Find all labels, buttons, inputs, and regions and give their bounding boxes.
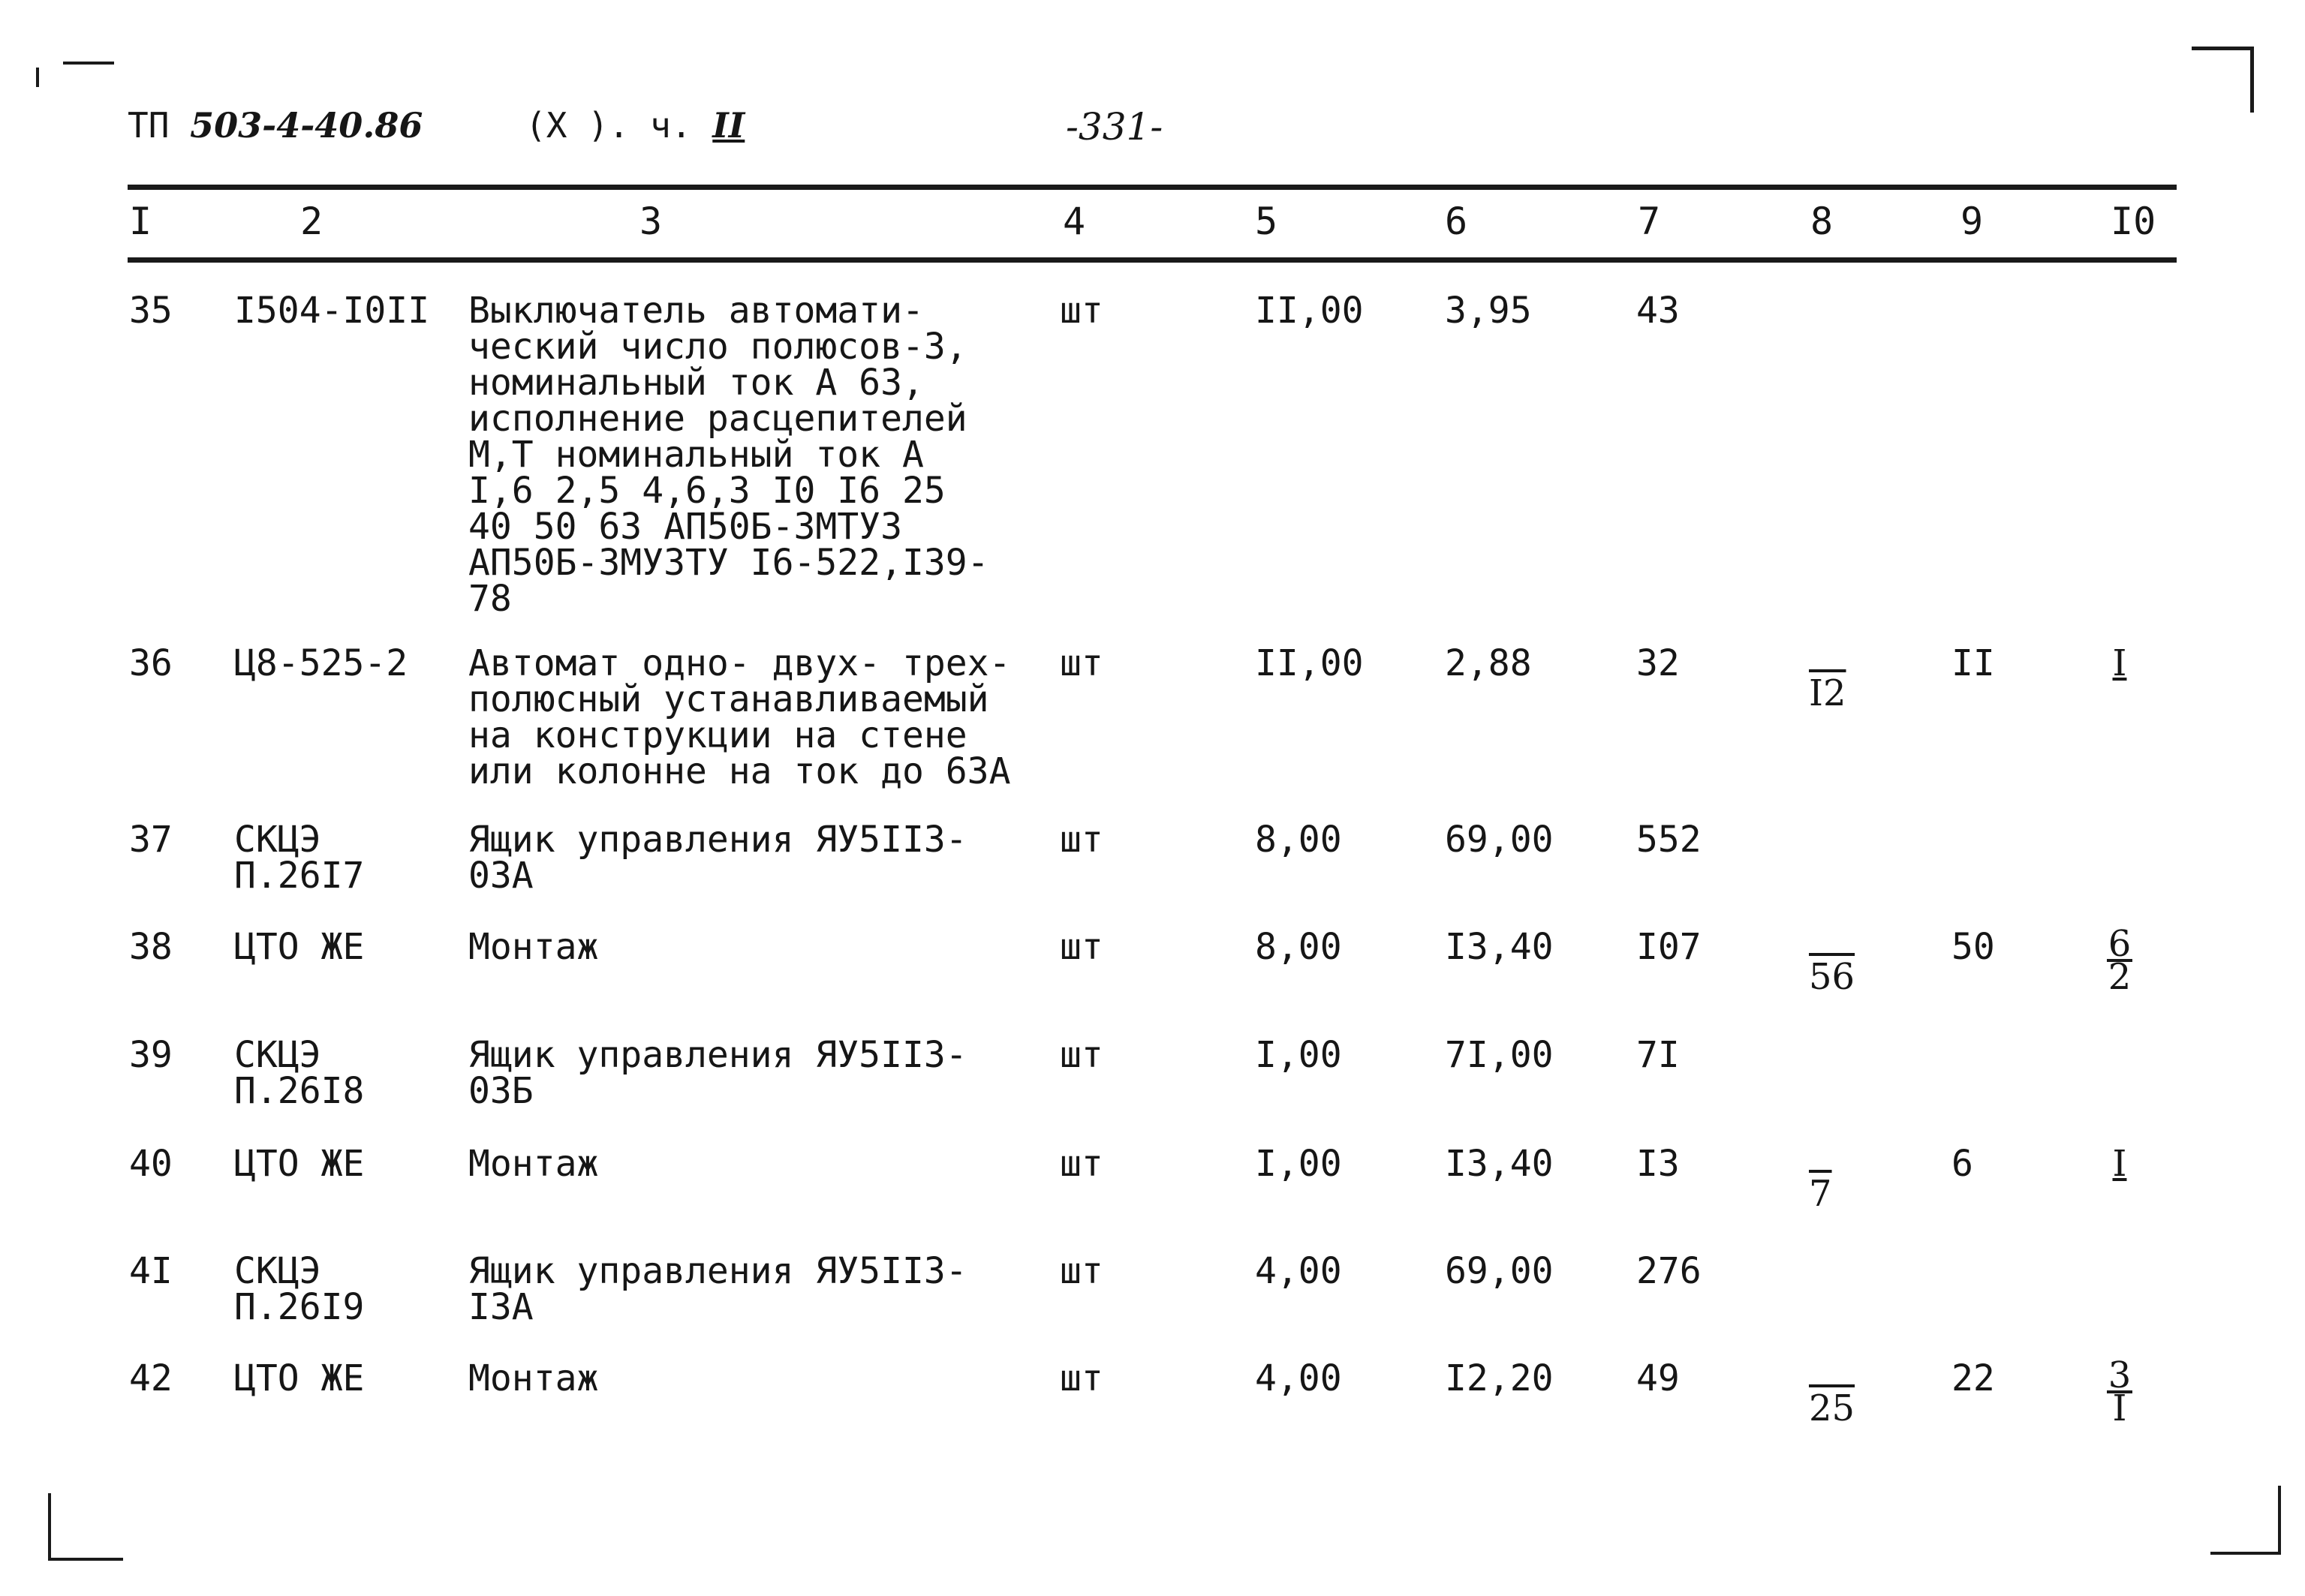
total-cell: 43 <box>1636 290 1680 332</box>
description-cell <box>468 1357 599 1399</box>
description-line: Ящик управления ЯУ5II3- <box>468 1034 967 1076</box>
row-number: 37 <box>129 819 173 861</box>
corner-mark-top-right-v <box>2250 47 2254 113</box>
unit-price-cell: 69,00 <box>1445 1250 1554 1292</box>
doc-number: 503-4-40.86 <box>190 105 423 146</box>
labor-cost-cell <box>1809 1387 1855 1429</box>
description-cell <box>468 1034 967 1112</box>
description-line: I3А <box>468 1286 534 1328</box>
quantity-cell: I,00 <box>1255 1143 1342 1185</box>
code-cell <box>234 926 365 968</box>
quantity-cell: 8,00 <box>1255 819 1342 861</box>
document-code <box>128 105 423 165</box>
unit-price-cell: 7I,00 <box>1445 1034 1554 1076</box>
unit-price-cell: I3,40 <box>1445 926 1554 968</box>
quantity-cell: II,00 <box>1255 290 1364 332</box>
description-cell <box>468 926 599 968</box>
total-cell: I07 <box>1636 926 1702 968</box>
description-line: ческий число полюсов-3, <box>468 326 967 368</box>
corner-mark-top-left-dash <box>63 62 114 65</box>
doc-prefix: ТП <box>128 105 170 146</box>
wage-cell: 6 <box>1951 1143 1973 1185</box>
quantity-cell: 4,00 <box>1255 1250 1342 1292</box>
description-line: исполнение расцепителей <box>468 398 967 440</box>
unit-cell: шт <box>1060 1143 1103 1185</box>
labor-cost-value: 25 <box>1809 1387 1855 1429</box>
column-header-10: I0 <box>2111 200 2156 243</box>
description-line: 03А <box>468 855 534 897</box>
unit-cell: шт <box>1060 1250 1103 1292</box>
fraction-denominator: I <box>2112 1387 2127 1429</box>
column-header-2: 2 <box>300 200 323 243</box>
machine-cost-cell <box>2105 642 2135 684</box>
description-cell <box>468 1250 967 1328</box>
labor-cost-cell <box>1809 1173 1832 1215</box>
description-line: Ящик управления ЯУ5II3- <box>468 1250 967 1292</box>
column-header-4: 4 <box>1063 200 1086 243</box>
column-header-9: 9 <box>1960 200 1984 243</box>
corner-mark-bottom-left-v <box>48 1493 51 1561</box>
code-line: СКЦЭ <box>234 1034 321 1076</box>
code-line: СКЦЭ <box>234 1250 321 1292</box>
description-line: 03Б <box>468 1070 534 1112</box>
section-text: (Х ). ч. <box>525 105 692 146</box>
row-number: 36 <box>129 642 173 684</box>
fraction-numerator: 3 <box>2108 1354 2132 1396</box>
unit-price-cell: 2,88 <box>1445 642 1532 684</box>
total-cell: 276 <box>1636 1250 1702 1292</box>
description-line: 40 50 63 АП50Б-3МТУ3 <box>468 506 902 548</box>
code-line: СКЦЭ <box>234 819 321 861</box>
description-cell <box>468 290 989 620</box>
wage-cell: 22 <box>1951 1357 1995 1399</box>
code-line: ЦТО ЖЕ <box>234 926 365 968</box>
row-number: 4I <box>129 1250 173 1292</box>
code-line: П.26I9 <box>234 1286 365 1328</box>
description-cell <box>468 642 1011 792</box>
unit-cell: шт <box>1060 642 1103 684</box>
labor-cost-cell <box>1809 672 1846 714</box>
total-cell: I3 <box>1636 1143 1680 1185</box>
labor-cost-value: 7 <box>1809 1173 1832 1215</box>
wage-cell: II <box>1951 642 1995 684</box>
labor-cost-value: I2 <box>1809 672 1846 714</box>
corner-mark-top-right-h <box>2192 47 2253 50</box>
corner-mark-bottom-right-h <box>2210 1552 2281 1555</box>
unit-cell: шт <box>1060 1357 1103 1399</box>
machine-cost-fraction <box>2107 923 2133 998</box>
description-line: АП50Б-3МУ3ТУ I6-522,I39- <box>468 542 989 584</box>
page-number: -331- <box>1066 105 1163 149</box>
code-cell <box>234 1034 365 1112</box>
row-number: 42 <box>129 1357 173 1399</box>
code-cell <box>234 1357 365 1399</box>
code-cell <box>234 290 430 332</box>
row-number: 35 <box>129 290 173 332</box>
quantity-cell: II,00 <box>1255 642 1364 684</box>
description-line: Монтаж <box>468 1143 599 1185</box>
code-line: ЦТО ЖЕ <box>234 1357 365 1399</box>
wage-cell: 50 <box>1951 926 1995 968</box>
description-line: Автомат одно- двух- трех- <box>468 642 1011 684</box>
description-cell <box>468 1143 599 1185</box>
total-cell: 49 <box>1636 1357 1680 1399</box>
total-cell: 552 <box>1636 819 1702 861</box>
fraction-numerator: 6 <box>2108 923 2132 965</box>
column-header-6: 6 <box>1445 200 1468 243</box>
code-cell <box>234 819 365 897</box>
unit-cell: шт <box>1060 926 1103 968</box>
description-line: I,6 2,5 4,6,3 I0 I6 25 <box>468 470 946 512</box>
description-line: Ящик управления ЯУ5II3- <box>468 819 967 861</box>
quantity-cell: 4,00 <box>1255 1357 1342 1399</box>
row-number: 38 <box>129 926 173 968</box>
unit-cell: шт <box>1060 1034 1103 1076</box>
row-number: 40 <box>129 1143 173 1185</box>
unit-price-cell: 69,00 <box>1445 819 1554 861</box>
description-line: М,Т номинальный ток А <box>468 434 924 476</box>
description-line: номинальный ток А 63, <box>468 362 924 404</box>
corner-mark-bottom-left-h <box>48 1558 123 1561</box>
total-cell: 32 <box>1636 642 1680 684</box>
machine-cost-cell <box>2105 1354 2135 1429</box>
column-header-3: 3 <box>639 200 663 243</box>
column-header-1: I <box>129 200 152 243</box>
description-line: Монтаж <box>468 926 599 968</box>
machine-cost-value: I <box>2112 1143 2127 1185</box>
description-line: или колонне на ток до 63А <box>468 750 1011 792</box>
machine-cost-cell <box>2105 923 2135 998</box>
corner-mark-top-left <box>36 68 39 87</box>
machine-cost-cell <box>2105 1143 2135 1185</box>
column-header-7: 7 <box>1638 200 1661 243</box>
description-cell <box>468 819 967 897</box>
description-line: на конструкции на стене <box>468 714 967 756</box>
code-line: П.26I8 <box>234 1070 365 1112</box>
code-cell <box>234 1143 365 1185</box>
row-number: 39 <box>129 1034 173 1076</box>
machine-cost-value: I <box>2112 642 2127 684</box>
description-line: 78 <box>468 578 512 620</box>
unit-price-cell: I2,20 <box>1445 1357 1554 1399</box>
description-line: Монтаж <box>468 1357 599 1399</box>
labor-cost-cell <box>1809 956 1855 998</box>
code-line: Ц8-525-2 <box>234 642 408 684</box>
code-line: ЦТО ЖЕ <box>234 1143 365 1185</box>
column-header-5: 5 <box>1255 200 1278 243</box>
part-number: II <box>712 105 745 146</box>
description-line: полюсный устанавливаемый <box>468 678 989 720</box>
column-header-8: 8 <box>1810 200 1834 243</box>
unit-price-cell: I3,40 <box>1445 1143 1554 1185</box>
code-cell <box>234 1250 365 1328</box>
quantity-cell: I,00 <box>1255 1034 1342 1076</box>
machine-cost-fraction <box>2107 1354 2133 1429</box>
unit-cell: шт <box>1060 819 1103 861</box>
code-line: I504-I0II <box>234 290 430 332</box>
unit-price-cell: 3,95 <box>1445 290 1532 332</box>
labor-cost-value: 56 <box>1809 956 1855 998</box>
code-cell <box>234 642 408 684</box>
table-header-rule <box>128 257 2177 263</box>
unit-cell: шт <box>1060 290 1103 332</box>
section-label <box>525 105 745 165</box>
fraction-denominator: 2 <box>2108 956 2132 998</box>
quantity-cell: 8,00 <box>1255 926 1342 968</box>
table-top-rule <box>128 185 2177 190</box>
total-cell: 7I <box>1636 1034 1680 1076</box>
code-line: П.26I7 <box>234 855 365 897</box>
description-line: Выключатель автомати- <box>468 290 924 332</box>
corner-mark-bottom-right-v <box>2278 1486 2281 1555</box>
